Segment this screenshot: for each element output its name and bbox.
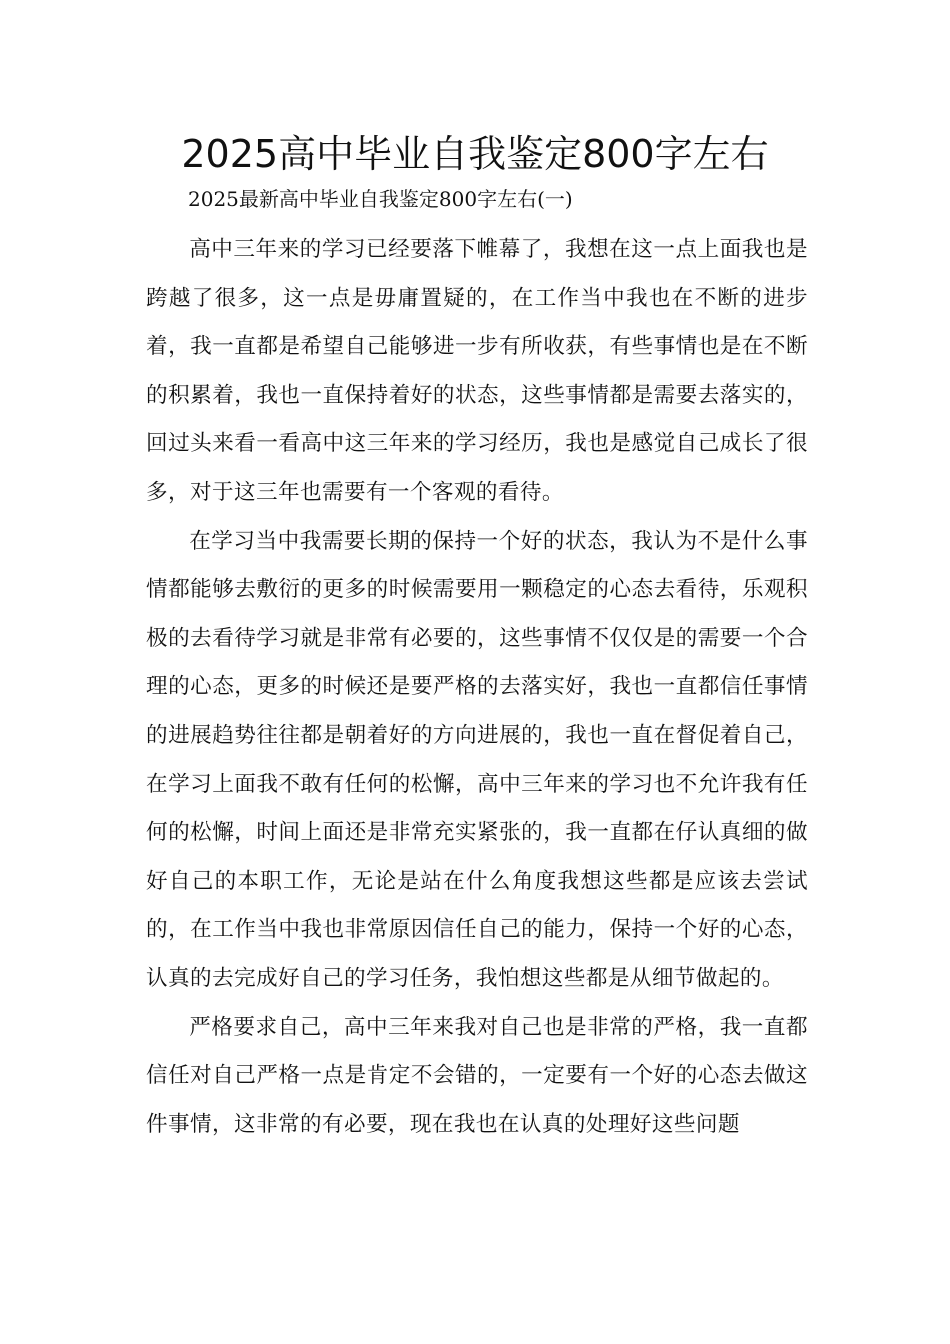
paragraph-3: 严格要求自己，高中三年来我对自己也是非常的严格，我一直都信任对自己严格一点是肯定不会错的，一定要有一个好的心态去做这件事情，这非常的有必要，现在我也在认真的处理好这些问题 — [146, 1014, 808, 1137]
paragraph-1: 高中三年来的学习已经要落下帷幕了，我想在这一点上面我也是跨越了很多，这一点是毋庸置疑的，在工作当中我也在不断的进步着，我一直都是希望自己能够进一步有所收获，有些事情也是在不断的积累着，我也一直保持着好的状态，这些事情都是需要去落实的，回过头来看一看高中这三年来的学习经历，我也是感觉自己成长了很多，对于这三年也需要有一个客观的看待。 — [146, 237, 808, 505]
paragraph-2: 在学习当中我需要长期的保持一个好的状态，我认为不是什么事情都能够去敷衍的更多的时候需要用一颗稳定的心态去看待，乐观积极的去看待学习就是非常有必要的，这些事情不仅仅是的需要一个合理的心态，更多的时候还是要严格的去落实好，我也一直都信任事情的进展趋势往往都是朝着好的方向进展的，我也一直在督促着自己，在学习上面我不敢有任何的松懈，高中三年来的学习也不允许我有任何的松懈，时间上面还是非常充实紧张的，我一直都在仔认真细的做好自己的本职工作，无论是站在什么角度我想这些都是应该去尝试的，在工作当中我也非常原因信任自己的能力，保持一个好的心态，认真的去完成好自己的学习任务，我怕想这些都是从细节做起的。 — [146, 528, 808, 991]
document-title: 2025高中毕业自我鉴定800字左右 — [181, 132, 769, 176]
document-body — [146, 226, 808, 1149]
document-subtitle: 2025最新高中毕业自我鉴定800字左右(一) — [188, 187, 573, 211]
